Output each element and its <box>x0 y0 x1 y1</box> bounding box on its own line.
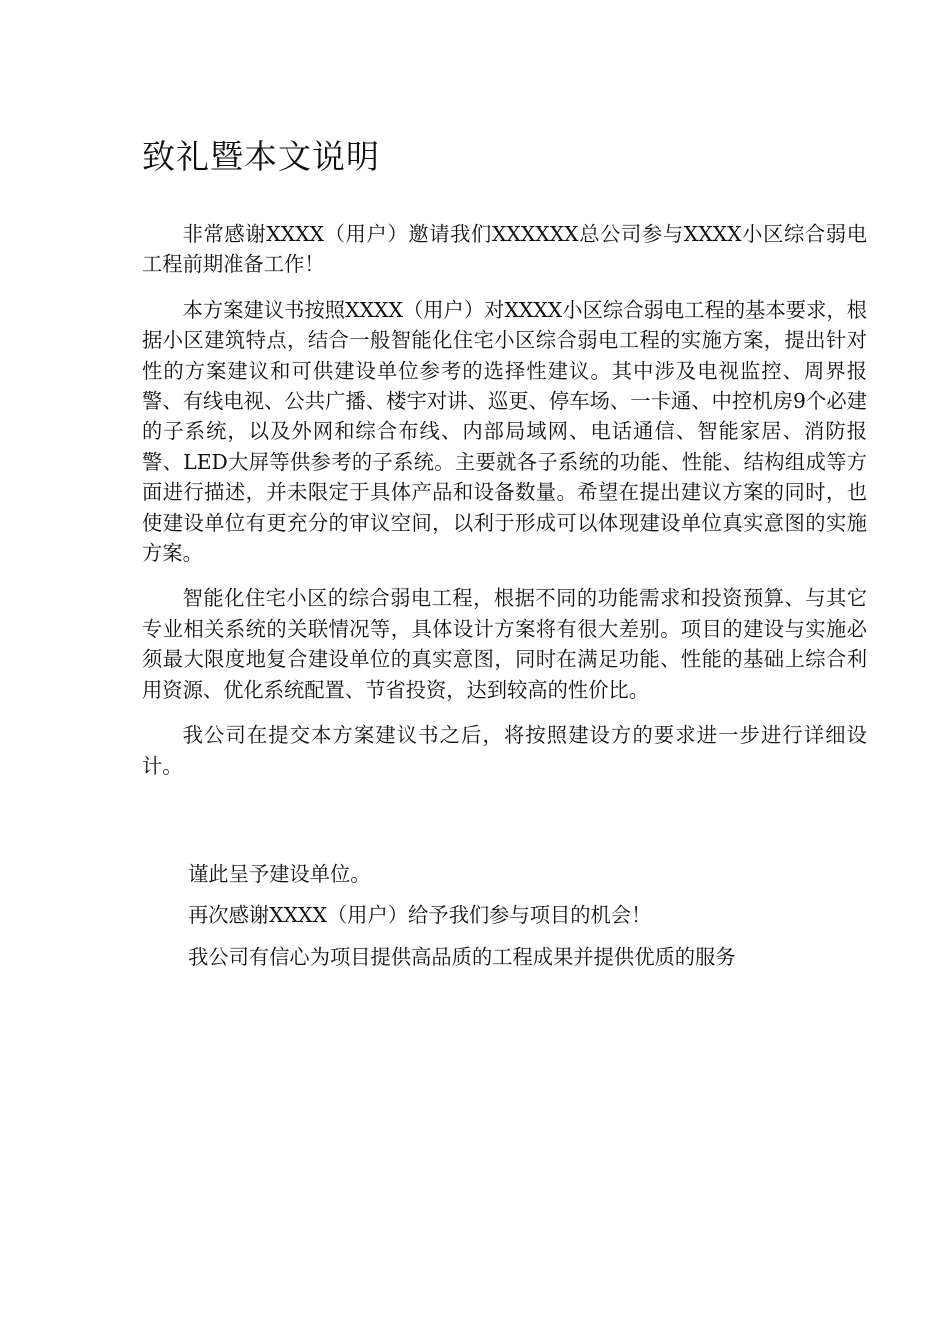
closing-remarks <box>188 859 868 983</box>
document-title: 致礼暨本文说明 <box>142 137 380 176</box>
document-body <box>142 219 867 796</box>
paragraph-thanks: 非常感谢XXXX（用户）邀请我们XXXXXX总公司参与XXXX小区综合弱电工程前期准备工作！ <box>142 222 867 277</box>
paragraph-proposal-scope: 本方案建议书按照XXXX（用户）对XXXX小区综合弱电工程的基本要求，根据小区建筑特点，结合一般智能化住宅小区综合弱电工程的实施方案，提出针对性的方案建议和可供建设单位参考的选择性建议。其中涉及电视监控、周界报警、有线电视、公共广播、楼宇对讲、巡更、停车场、一卡通、中控机房9个必建的子系统，以及外网和综合布线、内部局域网、电话通信、智能家居、消防报警、LED大屏等供参考的子系统。主要就各子系统的功能、性能、结构组成等方面进行描述，并未限定于具体产品和设备数量。希望在提出建议方案的同时，也使建设单位有更充分的审议空间，以利于形成可以体现建设单位真实意图的实施方案。 <box>142 297 867 566</box>
paragraph-next-steps: 我公司在提交本方案建议书之后，将按照建设方的要求进一步进行详细设计。 <box>142 723 867 778</box>
closing-line-presented: 谨此呈予建设单位。 <box>188 862 371 886</box>
closing-line-confidence: 我公司有信心为项目提供高品质的工程成果并提供优质的服务 <box>188 944 736 969</box>
closing-line-thanks-again: 再次感谢XXXX（用户）给予我们参与项目的机会！ <box>188 903 652 928</box>
paragraph-design-principles: 智能化住宅小区的综合弱电工程，根据不同的功能需求和投资预算、与其它专业相关系统的关联情况等，具体设计方案将有很大差别。项目的建设与实施必须最大限度地复合建设单位的真实意图，同时在满足功能、性能的基础上综合利用资源、优化系统配置、节省投资，达到较高的性价比。 <box>142 586 867 702</box>
